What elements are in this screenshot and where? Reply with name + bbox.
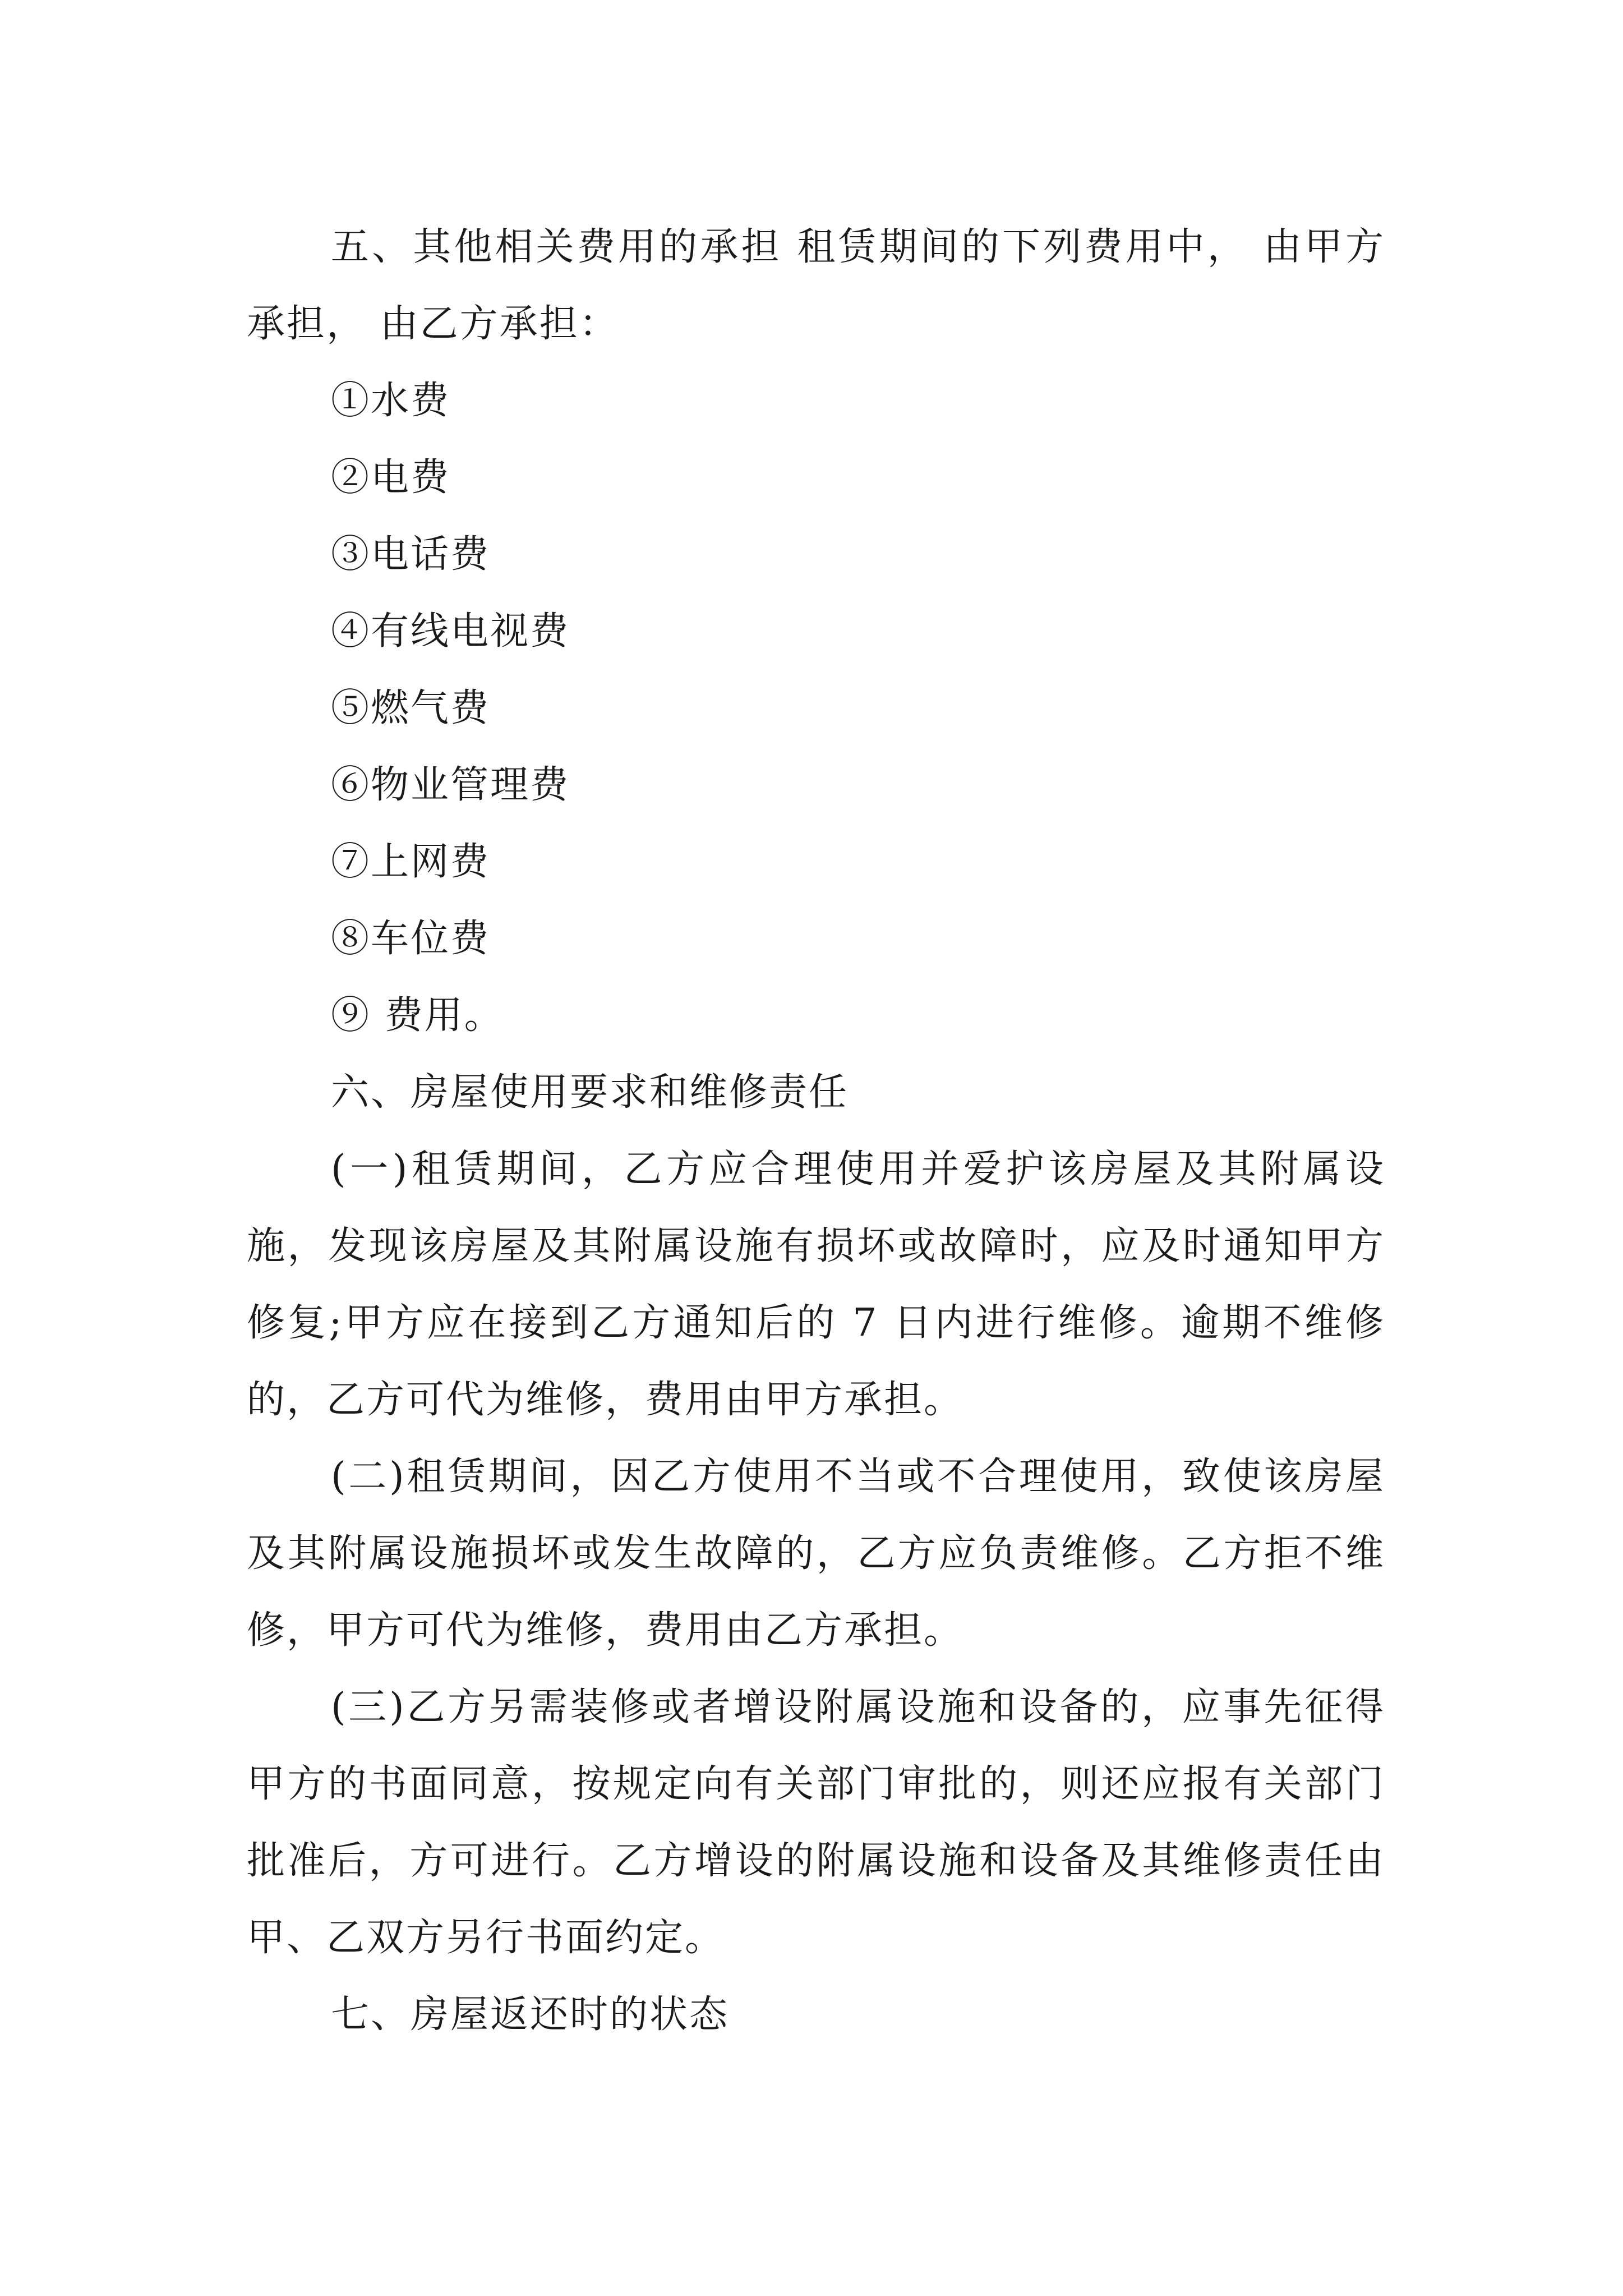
fee-item-property-management: ⑥物业管理费 — [331, 763, 570, 807]
section-six-clause-two: (二)租赁期间，因乙方使用不当或不合理使用，致使该房屋及其附属设施损坏或发生故障的，乙方应负责维修。乙方拒不维修，甲方可代为维修，费用由乙方承担。 — [247, 1455, 1385, 1653]
document-body — [247, 209, 1385, 2053]
fee-item-electricity: ②电费 — [331, 455, 451, 500]
fee-item-parking: ⑧车位费 — [331, 917, 491, 961]
section-six-clause-one: (一)租赁期间，乙方应合理使用并爱护该房屋及其附属设施，发现该房屋及其附属设施有损坏或故障时，应及时通知甲方修复;甲方应在接到乙方通知后的 7 日内进行维修。逾期不维修的，乙方可代为维修，费用由甲方承担。 — [247, 1147, 1385, 1422]
section-six-heading: 六、房屋使用要求和维修责任 — [331, 1070, 849, 1115]
section-six-clause-three: (三)乙方另需装修或者增设附属设施和设备的，应事先征得甲方的书面同意，按规定向有关部门审批的，则还应报有关部门批准后，方可进行。乙方增设的附属设施和设备及其维修责任由甲、乙双方另行书面约定。 — [247, 1685, 1385, 1960]
fee-item-gas: ⑤燃气费 — [331, 686, 491, 730]
section-five-heading-paragraph: 五、其他相关费用的承担 租赁期间的下列费用中， 由甲方承担， 由乙方承担： — [247, 225, 1385, 346]
fee-item-water: ①水费 — [331, 379, 451, 423]
fee-item-cable-tv: ④有线电视费 — [331, 609, 570, 654]
fee-item-internet: ⑦上网费 — [331, 840, 491, 884]
fee-item-other: ⑨ 费用。 — [331, 993, 504, 1038]
fee-item-telephone: ③电话费 — [331, 532, 491, 577]
section-seven-heading: 七、房屋返还时的状态 — [331, 1993, 730, 2037]
